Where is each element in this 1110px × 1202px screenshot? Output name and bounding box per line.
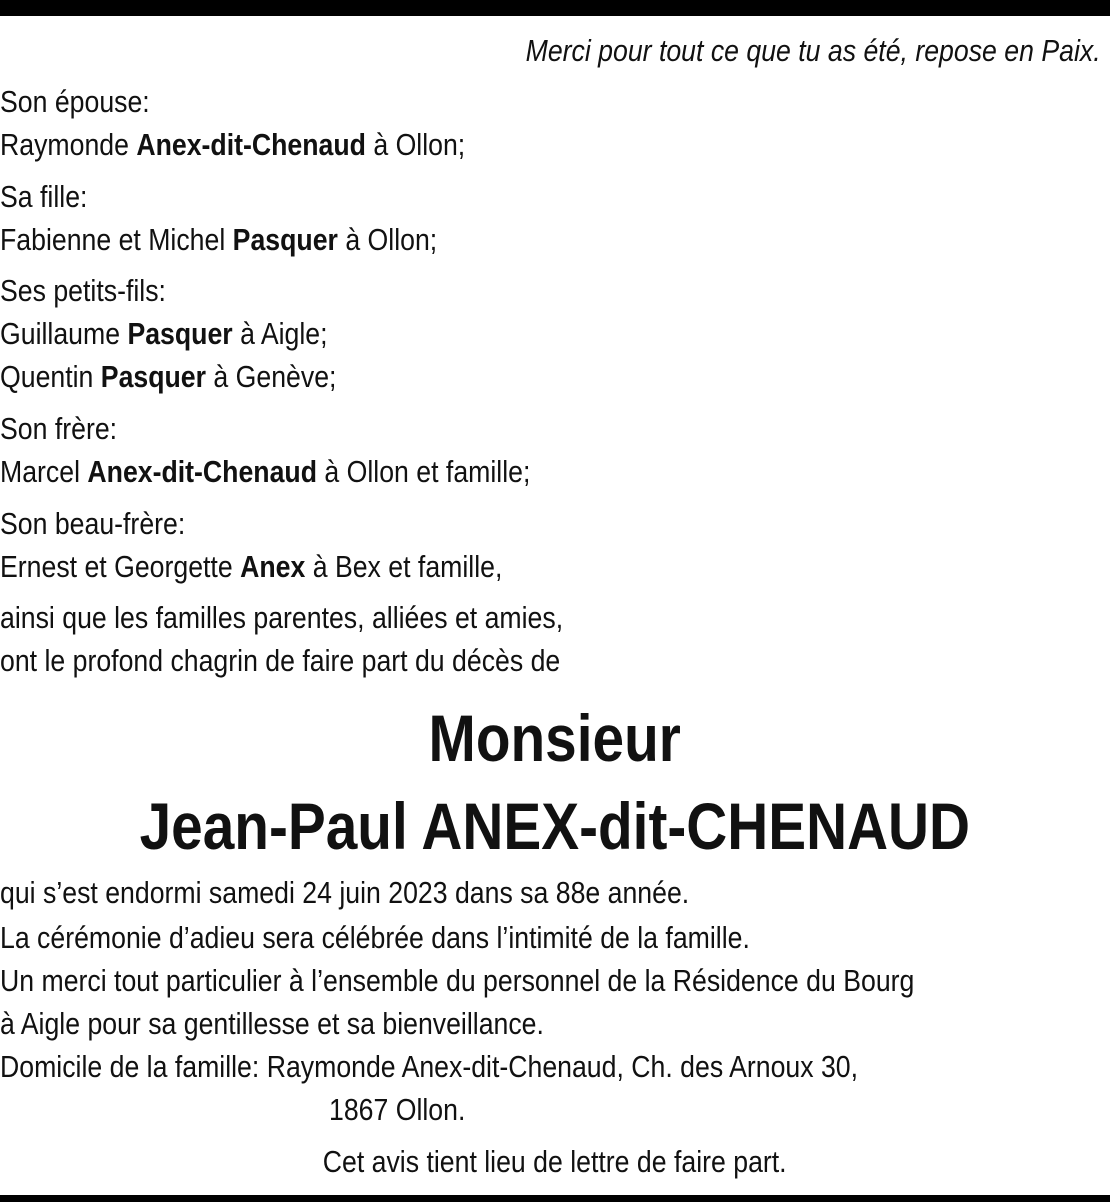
daughter-line xyxy=(0,220,437,260)
brother-in-law-label: Son beau-frère: xyxy=(0,506,186,541)
spouse-first: Raymonde xyxy=(0,127,129,162)
brother-in-law-first: Ernest et Georgette xyxy=(0,549,233,584)
brother-first: Marcel xyxy=(0,454,80,489)
brother-in-law-place: à Bex et famille, xyxy=(312,549,503,584)
brother-line xyxy=(0,452,530,492)
grandson-line xyxy=(0,314,328,354)
brother-label: Son frère: xyxy=(0,411,118,446)
grandson-surname: Pasquer xyxy=(127,316,233,351)
footer-note xyxy=(0,1142,1110,1182)
grandson-surname: Pasquer xyxy=(100,359,207,394)
top-rule xyxy=(0,0,1110,16)
footer-note-text: Cet avis tient lieu de lettre de faire part. xyxy=(323,1144,787,1179)
deceased-title xyxy=(0,698,1110,778)
details-line: Un merci tout particulier à l’ensemble du personnel de la Résidence du Bourg xyxy=(0,963,915,998)
daughter-first: Fabienne et Michel xyxy=(0,222,226,257)
grandson-line xyxy=(0,357,336,397)
details-line: qui s’est endormi samedi 24 juin 2023 dans sa 88e année. xyxy=(0,875,690,910)
brother-in-law-surname: Anex xyxy=(240,549,306,584)
domicile-address: Raymonde Anex-dit-Chenaud, Ch. des Arnoux 30, xyxy=(266,1049,859,1084)
brother-in-law-line xyxy=(0,547,502,587)
domicile-label: Domicile de la famille: xyxy=(0,1049,260,1084)
spouse-place: à Ollon; xyxy=(373,127,466,162)
grandson-first: Quentin xyxy=(0,359,94,394)
deceased-title-text: Monsieur xyxy=(428,701,682,775)
brother-place: à Ollon et famille; xyxy=(324,454,531,489)
grandson-first: Guillaume xyxy=(0,316,121,351)
announcement-line: ont le profond chagrin de faire part du décès de xyxy=(0,643,561,678)
deceased-name xyxy=(0,786,1110,866)
domicile-city: 1867 Ollon. xyxy=(329,1092,466,1127)
spouse-line xyxy=(0,125,465,165)
grandson-place: à Genève; xyxy=(213,359,337,394)
daughter-surname: Pasquer xyxy=(232,222,338,257)
grandsons-label: Ses petits-fils: xyxy=(0,273,166,308)
daughter-place: à Ollon; xyxy=(345,222,438,257)
bottom-rule xyxy=(0,1195,1110,1202)
domicile-line xyxy=(0,1047,858,1087)
announcement-line: ainsi que les familles parentes, alliées et amies, xyxy=(0,600,564,635)
motto: Merci pour tout ce que tu as été, repose en Paix. xyxy=(525,33,1101,68)
details-line: La cérémonie d’adieu sera célébrée dans l’intimité de la famille. xyxy=(0,920,750,955)
details-line: à Aigle pour sa gentillesse et sa bienveillance. xyxy=(0,1006,544,1041)
deceased-name-text: Jean-Paul ANEX-dit-CHENAUD xyxy=(139,789,971,863)
spouse-label: Son épouse: xyxy=(0,84,150,119)
spouse-surname: Anex-dit-Chenaud xyxy=(136,127,366,162)
brother-surname: Anex-dit-Chenaud xyxy=(87,454,317,489)
grandson-place: à Aigle; xyxy=(240,316,328,351)
daughter-label: Sa fille: xyxy=(0,179,88,214)
